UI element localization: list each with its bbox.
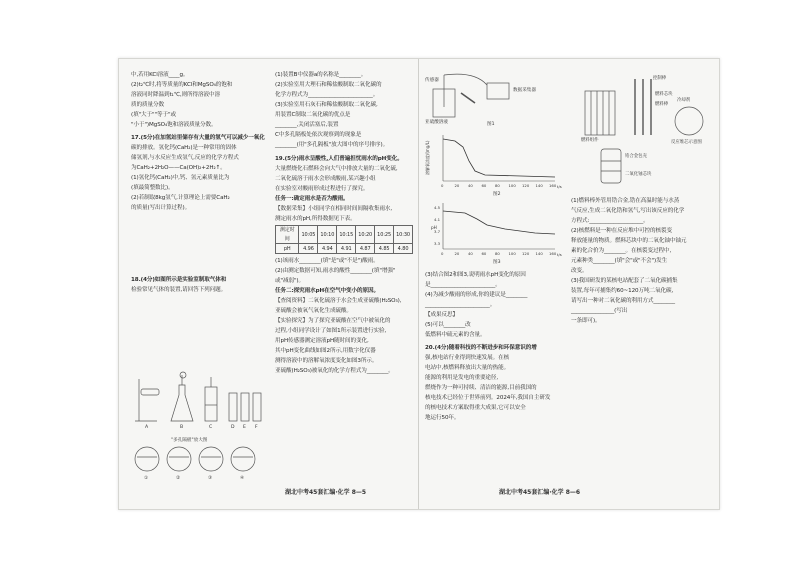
q17-line: 储氢剂,与水反应生成氢气,反应的化学方程式 bbox=[131, 155, 239, 161]
question-20 bbox=[425, 344, 565, 422]
text-line: ________________________。 bbox=[425, 302, 496, 308]
text-line: (2)实验室用大理石和稀盐酸制取二氧化碳的 bbox=[275, 82, 382, 88]
x-tick-label: 160 bbox=[549, 183, 557, 188]
text-line: ________,关闭活塞后,装置 bbox=[275, 122, 339, 128]
text-line: 素的化合价为________。在核裂变过程中, bbox=[571, 248, 672, 254]
text-line: ________________(写出 bbox=[571, 308, 628, 314]
text-line: 溶液同时降温到t₁℃,则所得溶液中溶 bbox=[131, 92, 221, 98]
text-line: (填"大于""等于"或 bbox=[131, 112, 176, 118]
figure-1-apparatus bbox=[425, 71, 565, 127]
q20-line: 燃烧作为一种可持续、清洁的能源,目前我国的 bbox=[425, 385, 537, 391]
text-line: (5)可以________改 bbox=[425, 322, 471, 328]
magnified-view-2 bbox=[167, 447, 191, 471]
beaker-label: 亚硫酸溶液 bbox=[425, 120, 448, 125]
q20-line: 强,核电站行业得到快速发展。在核 bbox=[425, 355, 510, 361]
probe-label: 传感器 bbox=[425, 78, 439, 83]
text-line: 用装置C制取二氧化碳的优点是 bbox=[275, 112, 351, 118]
page-footer-right: 湖北中考45套汇编·化学 8—6 bbox=[499, 489, 581, 496]
label-fuel-assembly: 燃料组件 bbox=[581, 138, 599, 143]
x-tick-label: 20 bbox=[454, 183, 460, 188]
label-e: E bbox=[243, 425, 246, 430]
q20-line: 电站中,核燃料释放出大量的热能。 bbox=[425, 365, 510, 371]
text-line: (4)为减少酸雨的形成,你的建议是________ bbox=[425, 292, 528, 298]
table-header-cell: 10:20 bbox=[356, 226, 375, 244]
q17-line: (填最简整数比)。 bbox=[131, 185, 174, 191]
text-line: 是________________________。 bbox=[425, 282, 501, 288]
text-line: 中,若用KCl溶液____g。 bbox=[131, 72, 189, 78]
x-tick-label: 120 bbox=[522, 251, 530, 256]
text-line: 请写出一种对二氧化碳的利用方式________ bbox=[571, 298, 675, 304]
x-tick-label: 80 bbox=[495, 251, 500, 256]
x-tick-label: 160 bbox=[549, 251, 557, 256]
q19-line: 二氧化硫溶于雨水会形成酸雨,某兴趣小组 bbox=[275, 176, 376, 182]
x-tick-label: 60 bbox=[481, 251, 487, 256]
label-coolant: 冷却剂 bbox=[677, 98, 691, 103]
data-logger-icon bbox=[487, 83, 509, 99]
x-tick-label: 60 bbox=[481, 183, 487, 188]
text-line: 化学方程式为________________________。 bbox=[275, 92, 379, 98]
q19-line: 19.(5分)雨水呈酸性,人们普遍担忧雨水的pH变化。 bbox=[275, 156, 403, 162]
column-3 bbox=[425, 271, 565, 424]
table-cell: 4.87 bbox=[356, 244, 375, 254]
x-tick-label: 80 bbox=[495, 183, 500, 188]
q17-line: 的质量(写出计算过程)。 bbox=[131, 205, 191, 211]
label-a: A bbox=[145, 425, 149, 430]
fig2-curve bbox=[443, 139, 555, 177]
figure-3-chart bbox=[425, 199, 565, 265]
x-tick-label: 0 bbox=[441, 183, 444, 188]
q17-line: (2)若制取8kg氢气,计算理论上需要CaH₂ bbox=[131, 195, 230, 201]
text-line: 释放能量的物质。燃料芯块中的二氧化铀中铀元 bbox=[571, 238, 687, 244]
table-header-cell: 10:25 bbox=[375, 226, 394, 244]
table-cell: 4.96 bbox=[299, 244, 318, 254]
task-1-questions bbox=[275, 257, 413, 285]
task2-line: 其中pH变化曲线如图2所示,用数字化仪器 bbox=[275, 348, 376, 355]
task2-line: 用pH传感器测定溶液pH随时间的变化, bbox=[275, 338, 369, 345]
ph-table-row bbox=[276, 244, 413, 254]
text-line: ________(用"多孔隔板"放大图中的序号排序)。 bbox=[275, 142, 389, 148]
text-line: (2)t₂℃时,将等质量的KCl和MgSO₄的饱和 bbox=[131, 82, 233, 88]
y-tick-label: 4.5 bbox=[434, 205, 441, 210]
table-cell: 4.94 bbox=[318, 244, 337, 254]
fig3-y-label: pH bbox=[431, 225, 437, 230]
fig2-x-label: t/s bbox=[557, 184, 562, 189]
bottle-f bbox=[253, 393, 261, 421]
ph-table bbox=[275, 225, 413, 254]
q18-line: 检验常见气体的装置,请回答下列问题。 bbox=[131, 287, 227, 293]
text-line: "小于")MgSO₄饱和溶液质量分数。 bbox=[131, 122, 217, 128]
text-line: C中多孔隔板处依次观察到的现象是 bbox=[275, 132, 362, 138]
fig3-x-label: t/s bbox=[557, 252, 562, 257]
magnified-view-3 bbox=[199, 447, 223, 471]
x-tick-label: 100 bbox=[508, 183, 516, 188]
column-4 bbox=[571, 197, 711, 327]
page-footer-left: 湖北中考45套汇编·化学 8—5 bbox=[285, 489, 367, 496]
text-line: (1)燃料棒外管用锆合金,锆在高温时能与水蒸 bbox=[571, 198, 680, 204]
text-line: 气反应,生成二氧化锆和氢气,写出该反应的化学 bbox=[571, 208, 685, 214]
exam-sheet bbox=[118, 58, 720, 510]
apparatus-c bbox=[205, 387, 217, 421]
text-line: 【成果反思】 bbox=[425, 312, 458, 318]
data-collection bbox=[275, 205, 413, 223]
q18-subquestions bbox=[275, 71, 413, 149]
task-2-heading: 任务二:探究雨水pH在空气中变小的原因。 bbox=[275, 288, 380, 295]
label-b: B bbox=[180, 425, 184, 430]
table-header-cell: 测定时间 bbox=[276, 226, 299, 244]
fig3-curve bbox=[443, 211, 555, 234]
q19-continued bbox=[425, 271, 565, 339]
label-uo2-pellet: 二氧化铀芯块 bbox=[625, 172, 652, 177]
task2-line: 亚硫酸(H₂SO₃)被氧化的化学方程式为________。 bbox=[275, 368, 394, 375]
q18-line: 18.(4分)如图所示是实验室制取气体和 bbox=[131, 277, 227, 283]
conical-flask-b bbox=[171, 385, 193, 421]
fuel-assembly-icon bbox=[585, 91, 615, 135]
sensor-label: 数据采集器 bbox=[513, 88, 536, 93]
x-tick-label: 40 bbox=[468, 251, 473, 256]
q17-line: (1)氢化钙(CaH₂)中,钙、氢元素质量比为 bbox=[131, 175, 230, 181]
question-17 bbox=[131, 134, 267, 212]
task2-line: 【实验探究】为了探究亚硫酸在空气中被氧化的 bbox=[275, 318, 391, 325]
figure-2-chart bbox=[425, 131, 565, 197]
fig2-caption: 图2 bbox=[493, 192, 501, 197]
text-line: (3)实验室用石灰石和稀盐酸制取二氧化碳, bbox=[275, 102, 378, 108]
y-tick-label: 3.3 bbox=[434, 241, 441, 246]
label-control-rod: 控制棒 bbox=[653, 76, 667, 81]
label-3: ③ bbox=[208, 476, 213, 481]
q20-line: 地运行50年。 bbox=[425, 415, 460, 421]
y-tick-label: 4.1 bbox=[434, 217, 441, 222]
label-fuel-rod: 燃料棒 bbox=[655, 102, 669, 107]
fig1-caption: 图1 bbox=[487, 122, 495, 127]
fig3-caption: 图3 bbox=[493, 260, 501, 265]
q20-line: 20.(4分)随着科技的不断进步和环保意识的增 bbox=[425, 345, 537, 351]
table-header-cell: 10:10 bbox=[318, 226, 337, 244]
text-line: 方程式:____________________。 bbox=[571, 218, 649, 224]
label-c: C bbox=[209, 425, 213, 430]
text-line: (3)结合图2和图3,说明雨水pH变化的原因 bbox=[425, 272, 526, 278]
reactor-core-icon bbox=[675, 107, 703, 135]
x-tick-label: 140 bbox=[535, 183, 543, 188]
q19-line: 在实验室对酸雨形成过程进行了探究。 bbox=[275, 186, 369, 192]
x-tick-label: 100 bbox=[508, 251, 516, 256]
q19-line: 大量燃烧化石燃料会向大气中排放大量的二氧化硫, bbox=[275, 166, 398, 172]
q17-line: 碳的排放。氢化钙(CaH₂)是一种常用的固体 bbox=[131, 145, 237, 151]
task1-line: 或"减弱")。 bbox=[275, 278, 305, 285]
question-18 bbox=[131, 276, 267, 294]
text-line: 改变。 bbox=[571, 268, 588, 274]
label-core: 反应堆芯示意图 bbox=[671, 140, 702, 145]
x-tick-label: 20 bbox=[454, 251, 460, 256]
bottle-e bbox=[241, 393, 249, 421]
label-1: ① bbox=[144, 476, 149, 481]
text-line: (1)装置B中仪器a的名称是________。 bbox=[275, 72, 367, 78]
question-19 bbox=[275, 155, 413, 193]
q20-line: 的核电技术方案取得重大成果,它可以安全 bbox=[425, 405, 526, 411]
task-1-heading: 任务一:确定雨水是否为酸雨。 bbox=[275, 196, 349, 202]
task2-line: 过程,小组同学设计了如图1所示装置进行实验, bbox=[275, 328, 387, 335]
data-line: 【数据采集】小组同学在相同时间间隔收集雨水, bbox=[275, 206, 393, 212]
column-2 bbox=[275, 71, 413, 377]
task-2-text bbox=[275, 297, 413, 375]
bottle-d bbox=[229, 393, 237, 421]
cladding-icon bbox=[601, 149, 621, 183]
table-cell: 4.85 bbox=[375, 244, 394, 254]
test-tube-a bbox=[141, 389, 159, 395]
page-fold bbox=[418, 59, 419, 509]
y-tick-label: 3.7 bbox=[434, 229, 441, 234]
text-line: 质的质量分数 bbox=[131, 102, 164, 108]
task2-line: 【查阅资料】二氧化硫溶于水会生成亚硫酸(H₂SO₃), bbox=[275, 298, 402, 305]
reactor-figure bbox=[571, 71, 711, 191]
q17-line: 为CaH₂+2H₂O——Ca(OH)₂+2H₂↑。 bbox=[131, 165, 226, 171]
fig2-y-label: 溶解氧浓度/(mg/L) bbox=[425, 140, 430, 175]
label-f: F bbox=[255, 425, 258, 430]
col1-continuation bbox=[131, 71, 267, 129]
magnified-view-4 bbox=[231, 447, 255, 471]
ph-table-header bbox=[276, 226, 413, 244]
task1-line: (2)由测定数据可知,雨水的酸性________(填"增强" bbox=[275, 268, 396, 275]
table-header-cell: 10:15 bbox=[337, 226, 356, 244]
x-tick-label: 40 bbox=[468, 183, 473, 188]
q20-subquestions bbox=[571, 197, 711, 325]
task2-line: 测得溶液中的溶解氧浓度变化如图3所示。 bbox=[275, 358, 378, 365]
text-line: (3)我国研发的某核电站配套了二氧化碳捕集 bbox=[571, 278, 678, 284]
data-line: 测定雨水的pH,所得数据见下表。 bbox=[275, 216, 356, 222]
label-d: D bbox=[231, 425, 235, 430]
magnified-view-1 bbox=[135, 447, 159, 471]
text-line: (2)核燃料是一种在反应堆中可控的核裂变 bbox=[571, 228, 673, 234]
text-line: 元素种类________(填"会"或"不会")发生 bbox=[571, 258, 668, 264]
table-header-cell: 10:05 bbox=[299, 226, 318, 244]
table-cell: 4.91 bbox=[337, 244, 356, 254]
text-line: 低燃料中硫元素的含量。 bbox=[425, 332, 486, 338]
q20-line: 能源的利用是发电的重要途径, bbox=[425, 375, 499, 381]
x-tick-label: 0 bbox=[441, 251, 444, 256]
task2-line: 亚硫酸会被氧气氧化生成硫酸。 bbox=[275, 308, 352, 315]
label-fuel-pellet: 燃料芯块 bbox=[655, 92, 673, 97]
column-1 bbox=[131, 71, 267, 296]
text-line: 装置,每年可捕集约60~120万吨二氧化碳, bbox=[571, 288, 674, 294]
task1-line: (1)该雨水________(填"是"或"不是")酸雨。 bbox=[275, 258, 379, 265]
table-header-cell: 10:30 bbox=[394, 226, 413, 244]
q20-line: 核电技术已经位于世界前列。2024年,我国自主研发 bbox=[425, 395, 551, 401]
label-4: ④ bbox=[240, 476, 245, 481]
label-cladding: 锆合金包壳 bbox=[625, 154, 647, 159]
table-cell: 4.80 bbox=[394, 244, 413, 254]
x-tick-label: 120 bbox=[522, 183, 530, 188]
gas-apparatus-figure bbox=[131, 371, 267, 483]
text-line: 一条即可)。 bbox=[571, 318, 601, 324]
q17-line: 17.(5分)在加氢站里储存有大量的氢气可以减少一氧化 bbox=[131, 135, 265, 141]
table-cell: pH bbox=[276, 244, 299, 254]
x-tick-label: 140 bbox=[535, 251, 543, 256]
label-2: ② bbox=[176, 476, 181, 481]
label-magnified: "多孔隔板"放大图 bbox=[171, 438, 208, 443]
